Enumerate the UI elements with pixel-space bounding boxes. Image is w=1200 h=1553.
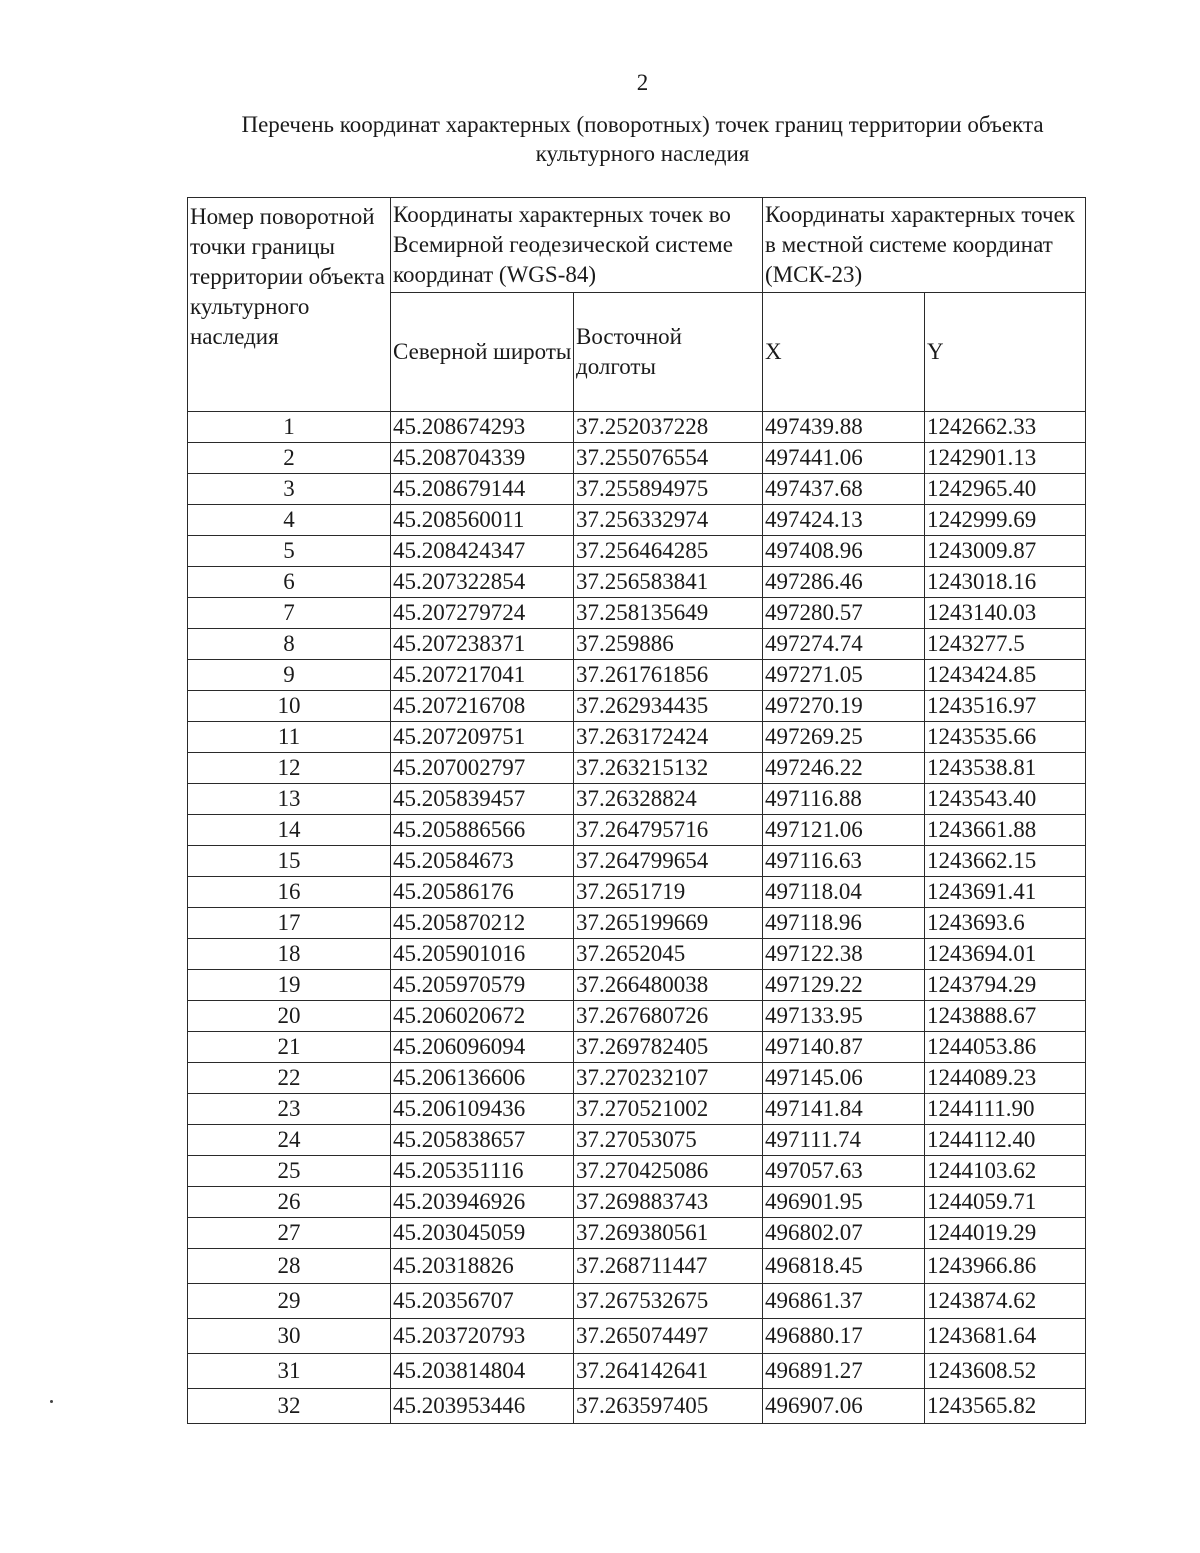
table-row	[188, 629, 1086, 660]
cell-y: 1242965.40	[925, 474, 1086, 505]
table-row	[188, 1249, 1086, 1284]
table-row	[188, 1389, 1086, 1424]
cell-latitude: 45.205838657	[391, 1125, 574, 1156]
cell-x: 497057.63	[763, 1156, 925, 1187]
cell-x: 497246.22	[763, 753, 925, 784]
scan-dot	[50, 1400, 53, 1403]
cell-y: 1243794.29	[925, 970, 1086, 1001]
header-wgs84-group: Координаты характерных точек во Всемирной геодезической системе координат (WGS-84)	[391, 198, 763, 293]
cell-latitude: 45.20584673	[391, 846, 574, 877]
table-row	[188, 1094, 1086, 1125]
cell-point-number: 28	[188, 1249, 391, 1284]
cell-point-number: 29	[188, 1284, 391, 1319]
cell-point-number: 19	[188, 970, 391, 1001]
cell-point-number: 30	[188, 1319, 391, 1354]
cell-latitude: 45.206020672	[391, 1001, 574, 1032]
cell-latitude: 45.207217041	[391, 660, 574, 691]
cell-longitude: 37.269380561	[574, 1218, 763, 1249]
cell-latitude: 45.206096094	[391, 1032, 574, 1063]
table-row	[188, 1125, 1086, 1156]
table-row	[188, 815, 1086, 846]
cell-point-number: 8	[188, 629, 391, 660]
cell-latitude: 45.207322854	[391, 567, 574, 598]
cell-latitude: 45.207216708	[391, 691, 574, 722]
table-row	[188, 474, 1086, 505]
table-row	[188, 1063, 1086, 1094]
table-row	[188, 1156, 1086, 1187]
cell-latitude: 45.203953446	[391, 1389, 574, 1424]
cell-latitude: 45.207209751	[391, 722, 574, 753]
cell-longitude: 37.268711447	[574, 1249, 763, 1284]
cell-longitude: 37.269883743	[574, 1187, 763, 1218]
table-body	[188, 412, 1086, 1424]
cell-x: 496880.17	[763, 1319, 925, 1354]
table-row	[188, 691, 1086, 722]
table-row	[188, 846, 1086, 877]
cell-x: 497270.19	[763, 691, 925, 722]
cell-latitude: 45.208560011	[391, 505, 574, 536]
cell-latitude: 45.205970579	[391, 970, 574, 1001]
cell-point-number: 27	[188, 1218, 391, 1249]
cell-longitude: 37.256464285	[574, 536, 763, 567]
cell-y: 1243140.03	[925, 598, 1086, 629]
cell-longitude: 37.27053075	[574, 1125, 763, 1156]
cell-y: 1242901.13	[925, 443, 1086, 474]
cell-latitude: 45.208679144	[391, 474, 574, 505]
table-row	[188, 536, 1086, 567]
cell-point-number: 20	[188, 1001, 391, 1032]
cell-latitude: 45.205886566	[391, 815, 574, 846]
cell-x: 497121.06	[763, 815, 925, 846]
cell-longitude: 37.255076554	[574, 443, 763, 474]
cell-point-number: 7	[188, 598, 391, 629]
cell-x: 497118.04	[763, 877, 925, 908]
page-number: 2	[636, 70, 649, 95]
cell-point-number: 23	[188, 1094, 391, 1125]
table-row	[188, 753, 1086, 784]
cell-latitude: 45.207002797	[391, 753, 574, 784]
table-row	[188, 722, 1086, 753]
table-row	[188, 1284, 1086, 1319]
cell-x: 497116.88	[763, 784, 925, 815]
cell-x: 496907.06	[763, 1389, 925, 1424]
table-row	[188, 1001, 1086, 1032]
cell-y: 1243543.40	[925, 784, 1086, 815]
cell-x: 497129.22	[763, 970, 925, 1001]
cell-longitude: 37.263597405	[574, 1389, 763, 1424]
cell-x: 496802.07	[763, 1218, 925, 1249]
cell-longitude: 37.263215132	[574, 753, 763, 784]
cell-x: 497145.06	[763, 1063, 925, 1094]
cell-x: 496901.95	[763, 1187, 925, 1218]
cell-point-number: 11	[188, 722, 391, 753]
cell-y: 1243874.62	[925, 1284, 1086, 1319]
table-row	[188, 1032, 1086, 1063]
cell-x: 497286.46	[763, 567, 925, 598]
cell-point-number: 1	[188, 412, 391, 443]
table-row	[188, 412, 1086, 443]
cell-latitude: 45.203045059	[391, 1218, 574, 1249]
cell-point-number: 10	[188, 691, 391, 722]
cell-longitude: 37.261761856	[574, 660, 763, 691]
cell-longitude: 37.259886	[574, 629, 763, 660]
cell-y: 1243608.52	[925, 1354, 1086, 1389]
cell-x: 496818.45	[763, 1249, 925, 1284]
cell-longitude: 37.264142641	[574, 1354, 763, 1389]
cell-latitude: 45.203814804	[391, 1354, 574, 1389]
cell-latitude: 45.20318826	[391, 1249, 574, 1284]
cell-y: 1243424.85	[925, 660, 1086, 691]
cell-longitude: 37.2651719	[574, 877, 763, 908]
cell-y: 1243966.86	[925, 1249, 1086, 1284]
header-y: Y	[925, 293, 1086, 412]
table-row	[188, 660, 1086, 691]
cell-y: 1243535.66	[925, 722, 1086, 753]
cell-x: 497439.88	[763, 412, 925, 443]
cell-latitude: 45.208704339	[391, 443, 574, 474]
cell-y: 1243694.01	[925, 939, 1086, 970]
cell-point-number: 31	[188, 1354, 391, 1389]
cell-y: 1243277.5	[925, 629, 1086, 660]
cell-x: 497408.96	[763, 536, 925, 567]
cell-latitude: 45.208674293	[391, 412, 574, 443]
cell-x: 497122.38	[763, 939, 925, 970]
table-row	[188, 443, 1086, 474]
cell-y: 1243538.81	[925, 753, 1086, 784]
cell-y: 1243888.67	[925, 1001, 1086, 1032]
cell-y: 1243693.6	[925, 908, 1086, 939]
table-row	[188, 908, 1086, 939]
cell-point-number: 32	[188, 1389, 391, 1424]
cell-x: 497141.84	[763, 1094, 925, 1125]
cell-longitude: 37.256583841	[574, 567, 763, 598]
cell-point-number: 12	[188, 753, 391, 784]
cell-latitude: 45.205870212	[391, 908, 574, 939]
cell-latitude: 45.207238371	[391, 629, 574, 660]
cell-longitude: 37.263172424	[574, 722, 763, 753]
header-msk23-group: Координаты характерных точек в местной системе координат (МСК-23)	[763, 198, 1086, 293]
cell-point-number: 26	[188, 1187, 391, 1218]
cell-latitude: 45.205839457	[391, 784, 574, 815]
table-row	[188, 939, 1086, 970]
table-row	[188, 1319, 1086, 1354]
table-row	[188, 877, 1086, 908]
table-row	[188, 1354, 1086, 1389]
cell-point-number: 4	[188, 505, 391, 536]
cell-point-number: 17	[188, 908, 391, 939]
cell-longitude: 37.258135649	[574, 598, 763, 629]
cell-x: 497116.63	[763, 846, 925, 877]
cell-longitude: 37.267532675	[574, 1284, 763, 1319]
cell-longitude: 37.262934435	[574, 691, 763, 722]
table-row	[188, 567, 1086, 598]
cell-y: 1244059.71	[925, 1187, 1086, 1218]
cell-x: 497424.13	[763, 505, 925, 536]
cell-latitude: 45.20586176	[391, 877, 574, 908]
header-x: X	[763, 293, 925, 412]
cell-longitude: 37.26328824	[574, 784, 763, 815]
cell-latitude: 45.208424347	[391, 536, 574, 567]
table-row	[188, 784, 1086, 815]
cell-point-number: 21	[188, 1032, 391, 1063]
cell-point-number: 15	[188, 846, 391, 877]
cell-x: 497271.05	[763, 660, 925, 691]
cell-latitude: 45.20356707	[391, 1284, 574, 1319]
cell-latitude: 45.205901016	[391, 939, 574, 970]
cell-longitude: 37.255894975	[574, 474, 763, 505]
cell-y: 1243565.82	[925, 1389, 1086, 1424]
cell-y: 1242999.69	[925, 505, 1086, 536]
cell-point-number: 13	[188, 784, 391, 815]
cell-y: 1243661.88	[925, 815, 1086, 846]
cell-longitude: 37.264799654	[574, 846, 763, 877]
cell-x: 497441.06	[763, 443, 925, 474]
cell-x: 497269.25	[763, 722, 925, 753]
cell-longitude: 37.269782405	[574, 1032, 763, 1063]
cell-point-number: 25	[188, 1156, 391, 1187]
cell-longitude: 37.267680726	[574, 1001, 763, 1032]
cell-point-number: 24	[188, 1125, 391, 1156]
cell-x: 497280.57	[763, 598, 925, 629]
cell-latitude: 45.205351116	[391, 1156, 574, 1187]
cell-point-number: 22	[188, 1063, 391, 1094]
cell-longitude: 37.265074497	[574, 1319, 763, 1354]
table-row	[188, 1187, 1086, 1218]
cell-latitude: 45.206136606	[391, 1063, 574, 1094]
cell-x: 497437.68	[763, 474, 925, 505]
cell-x: 497140.87	[763, 1032, 925, 1063]
cell-y: 1244111.90	[925, 1094, 1086, 1125]
cell-longitude: 37.2652045	[574, 939, 763, 970]
cell-point-number: 5	[188, 536, 391, 567]
cell-y: 1244089.23	[925, 1063, 1086, 1094]
document-title: Перечень координат характерных (поворотных) точек границ территории объекта культурного наследия	[241, 112, 1044, 166]
cell-y: 1244112.40	[925, 1125, 1086, 1156]
cell-x: 497111.74	[763, 1125, 925, 1156]
cell-point-number: 9	[188, 660, 391, 691]
cell-longitude: 37.252037228	[574, 412, 763, 443]
cell-x: 496861.37	[763, 1284, 925, 1319]
cell-point-number: 3	[188, 474, 391, 505]
cell-latitude: 45.206109436	[391, 1094, 574, 1125]
cell-x: 497133.95	[763, 1001, 925, 1032]
header-point-number: Номер поворотной точки границы территории объекта культурного наследия	[188, 198, 391, 412]
cell-x: 497274.74	[763, 629, 925, 660]
cell-longitude: 37.270425086	[574, 1156, 763, 1187]
header-latitude: Северной широты	[391, 293, 574, 412]
cell-y: 1243662.15	[925, 846, 1086, 877]
cell-y: 1243691.41	[925, 877, 1086, 908]
cell-y: 1243516.97	[925, 691, 1086, 722]
cell-x: 496891.27	[763, 1354, 925, 1389]
cell-latitude: 45.207279724	[391, 598, 574, 629]
cell-latitude: 45.203946926	[391, 1187, 574, 1218]
cell-y: 1244053.86	[925, 1032, 1086, 1063]
table-row	[188, 1218, 1086, 1249]
cell-y: 1242662.33	[925, 412, 1086, 443]
table-row	[188, 598, 1086, 629]
table-row	[188, 505, 1086, 536]
cell-longitude: 37.264795716	[574, 815, 763, 846]
cell-longitude: 37.265199669	[574, 908, 763, 939]
cell-x: 497118.96	[763, 908, 925, 939]
cell-point-number: 2	[188, 443, 391, 474]
header-longitude: Восточной долготы	[574, 293, 763, 412]
cell-point-number: 14	[188, 815, 391, 846]
cell-y: 1244103.62	[925, 1156, 1086, 1187]
cell-longitude: 37.256332974	[574, 505, 763, 536]
cell-y: 1244019.29	[925, 1218, 1086, 1249]
cell-point-number: 18	[188, 939, 391, 970]
cell-y: 1243009.87	[925, 536, 1086, 567]
cell-longitude: 37.270232107	[574, 1063, 763, 1094]
cell-longitude: 37.270521002	[574, 1094, 763, 1125]
cell-point-number: 16	[188, 877, 391, 908]
cell-latitude: 45.203720793	[391, 1319, 574, 1354]
table-row	[188, 970, 1086, 1001]
cell-y: 1243018.16	[925, 567, 1086, 598]
cell-point-number: 6	[188, 567, 391, 598]
cell-longitude: 37.266480038	[574, 970, 763, 1001]
coordinates-table	[187, 197, 1086, 1424]
cell-y: 1243681.64	[925, 1319, 1086, 1354]
